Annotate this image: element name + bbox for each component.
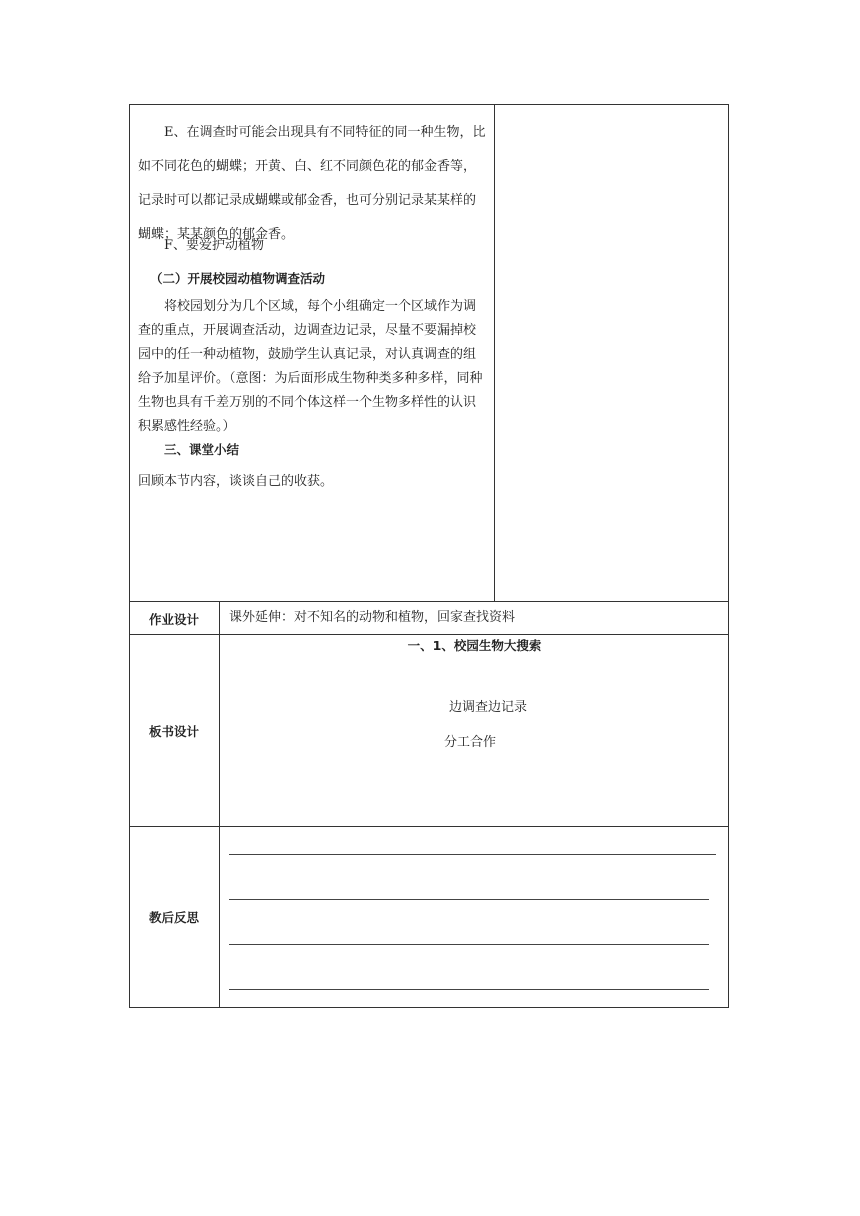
board-line-teamwork: 分工合作 [444, 735, 497, 750]
section2-paragraph: 将校园划分为几个区域，每个小组确定一个区域作为调查的重点，开展调查活动，边调查边记录，尽量不要漏掉校园中的任一种动植物，鼓励学生认真记录，对认真调查的组给予加星评价。（意图：为后面形成生物种类多种多样，同种生物也具有千差万别的不同个体这样一个生物多样性的认识积累感性经验。） [138, 299, 483, 434]
section2-heading: （二）开展校园动植物调查活动 [150, 271, 326, 286]
reflection-writing-line [229, 944, 709, 945]
reflection-writing-line [229, 854, 716, 855]
reflection-label: 教后反思 [148, 910, 199, 925]
board-title: 一、1、校园生物大搜索 [407, 638, 542, 653]
homework-label: 作业设计 [148, 612, 199, 627]
content-column-divider [494, 104, 495, 602]
label-column-divider [219, 601, 220, 1008]
board-line-survey-record: 边调查边记录 [449, 700, 528, 715]
section3-heading: 三、课堂小结 [164, 442, 240, 457]
homework-content: 课外延伸：对不知名的动物和植物，回家查找资料 [229, 610, 516, 625]
reflection-writing-line [229, 989, 709, 990]
board-label: 板书设计 [148, 724, 199, 739]
point-e-paragraph: E、在调查时可能会出现具有不同特征的同一种生物，比如不同花色的蝴蝶；开黄、白、红不同颜色花的郁金香等，记录时可以都记录成蝴蝶或郁金香，也可分别记录某某样的蝴蝶；某某颜色的郁金香。 [138, 125, 486, 242]
point-f-text: F、要爱护动植物 [164, 238, 265, 253]
section3-paragraph: 回顾本节内容，谈谈自己的收获。 [138, 474, 334, 489]
reflection-writing-line [229, 899, 709, 900]
